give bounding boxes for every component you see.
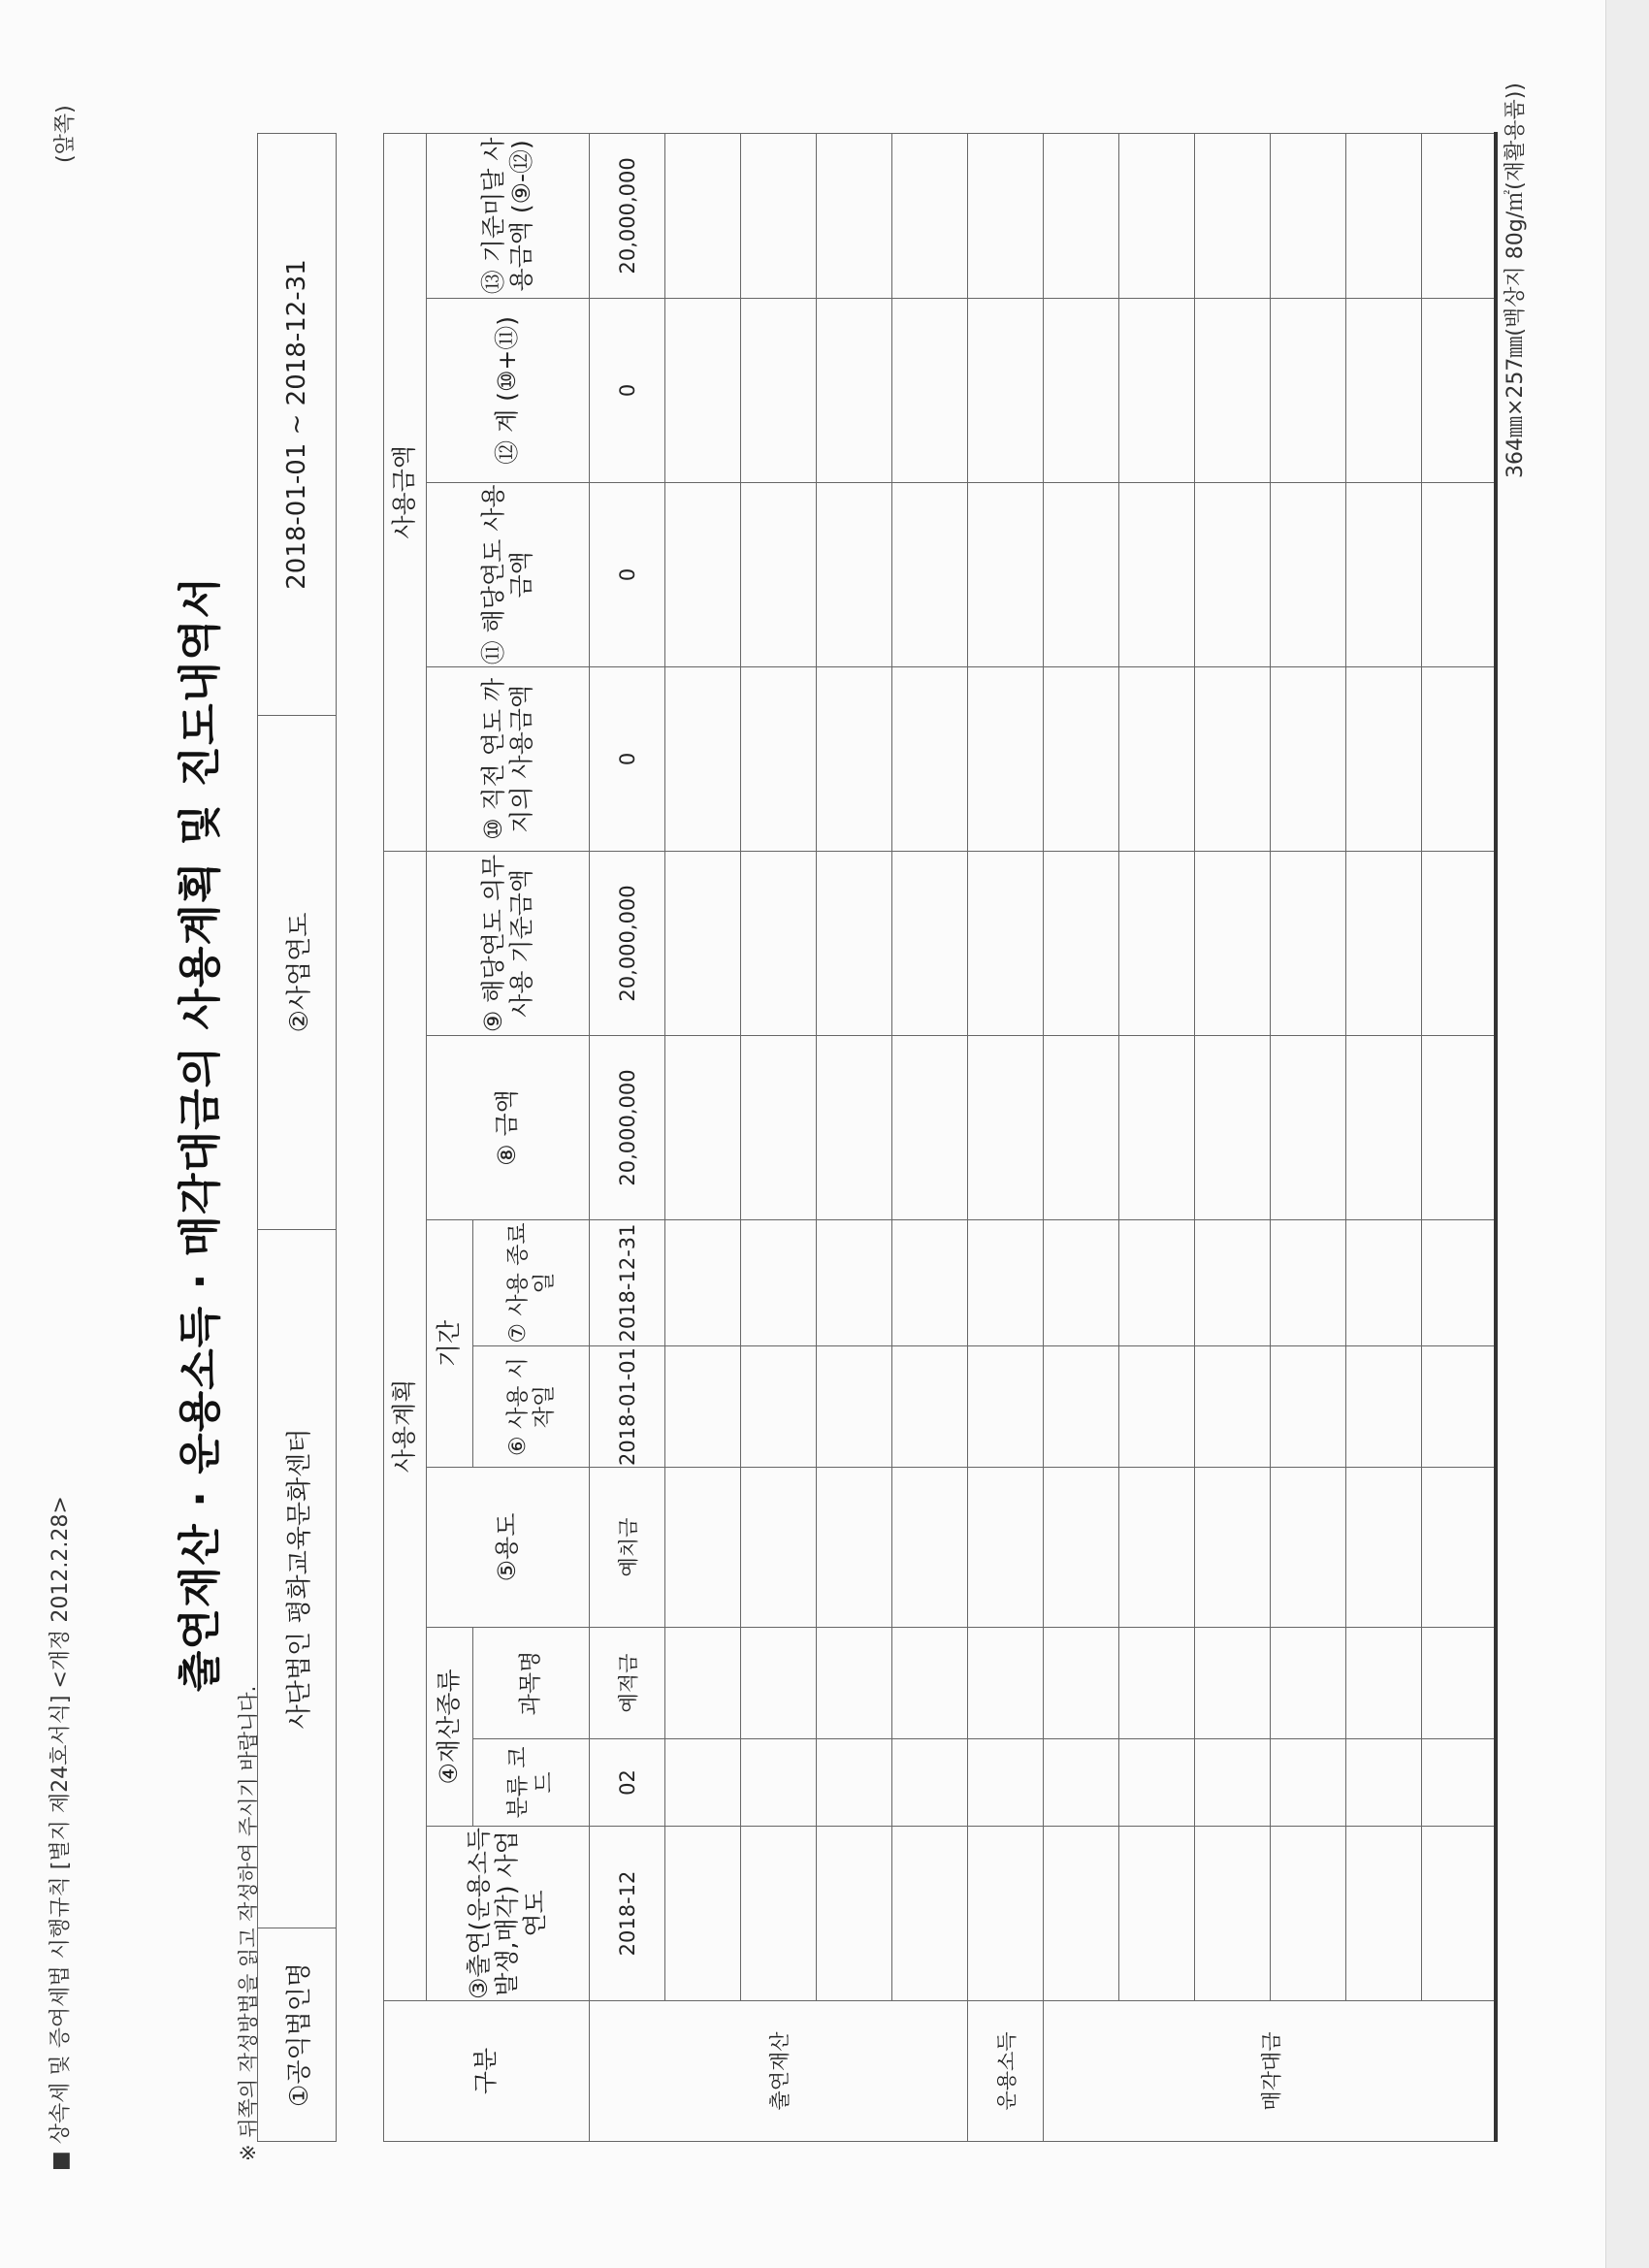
total-header: ⑫ 계 (⑩+⑪) <box>427 298 590 482</box>
table-row <box>817 133 892 2141</box>
table-row <box>741 133 817 2141</box>
category-sale: 매각대금 <box>1044 2001 1498 2142</box>
subject-header: 과목명 <box>473 1628 590 1739</box>
cell-start: 2018-01-01 <box>590 1346 665 1468</box>
usage-plan-table <box>383 133 1498 2142</box>
table-row <box>1346 133 1422 2141</box>
plan-group-header: 사용계획 <box>384 851 427 2000</box>
table-row <box>1195 133 1271 2141</box>
used-group-header: 사용금액 <box>384 133 427 851</box>
category-header: 구분 <box>384 2001 590 2142</box>
cell-subject: 예적금 <box>590 1628 665 1739</box>
cell-purpose: 예치금 <box>590 1468 665 1628</box>
table-row <box>1422 133 1498 2141</box>
end-date-header: ⑦ 사용 종료일 <box>473 1220 590 1346</box>
cell-class-code: 02 <box>590 1739 665 1827</box>
category-operating: 운용소득 <box>968 2001 1044 2142</box>
cell-required: 20,000,000 <box>590 851 665 1035</box>
cell-shortfall: 20,000,000 <box>590 133 665 298</box>
shortfall-header: ⑬ 기준미달 사용금액 (⑨-⑫) <box>427 133 590 298</box>
business-year-value: 2018-01-01 ~ 2018-12-31 <box>258 134 337 716</box>
cell-end: 2018-12-31 <box>590 1220 665 1346</box>
table-row <box>1271 133 1346 2141</box>
amount-header: ⑧ 금액 <box>427 1036 590 1220</box>
table-row <box>892 133 968 2141</box>
form-reference: ■ 상속세 및 증여세법 시행규칙 [별지 제24호서식] <개정 2012.2.28> <box>48 1496 73 2171</box>
table-row <box>1044 133 1119 2141</box>
year-column-header: ③출연(운용소득 발생,매각) 사업연도 <box>427 1827 590 2001</box>
purpose-header: ⑤용도 <box>427 1468 590 1628</box>
corp-name-value: 사단법인 평화교육문화센터 <box>258 1230 337 1928</box>
paper-spec-note: 364㎜×257㎜(백상지 80g/㎡(재활용품)) <box>1504 82 1528 478</box>
cell-year: 2018-12 <box>590 1827 665 2001</box>
period-header: 기간 <box>427 1220 473 1468</box>
asset-type-header: ④재산종류 <box>427 1628 473 1827</box>
category-contributed: 출연재산 <box>590 2001 968 2142</box>
start-date-header: ⑥ 사용 시작일 <box>473 1346 590 1468</box>
instruction-note: ※ 뒤쪽의 작성방법을 읽고 작성하여 주시기 바랍니다. <box>237 1685 260 2161</box>
bottom-rule <box>1494 132 1498 2142</box>
table-row <box>968 133 1044 2141</box>
business-year-label: ②사업연도 <box>258 716 337 1230</box>
cell-curr-used: 0 <box>590 482 665 666</box>
prev-used-header: ⑩ 직전 연도 까지의 사용금액 <box>427 666 590 851</box>
page-side-note: (앞쪽) <box>53 105 78 163</box>
table-row <box>590 133 665 2141</box>
table-row <box>1119 133 1195 2141</box>
cell-amount: 20,000,000 <box>590 1036 665 1220</box>
required-amount-header: ⑨ 해당연도 의무사용 기준금액 <box>427 851 590 1035</box>
cell-prev-used: 0 <box>590 666 665 851</box>
form-title: 출연재산 · 운용소득 · 매각대금의 사용계획 및 진도내역서 <box>176 575 225 1693</box>
corp-name-label: ①공익법인명 <box>258 1928 337 2142</box>
info-table <box>257 133 337 2142</box>
table-row <box>665 133 741 2141</box>
class-code-header: 분류 코드 <box>473 1739 590 1827</box>
cell-total: 0 <box>590 298 665 482</box>
curr-used-header: ⑪ 해당연도 사용금액 <box>427 482 590 666</box>
